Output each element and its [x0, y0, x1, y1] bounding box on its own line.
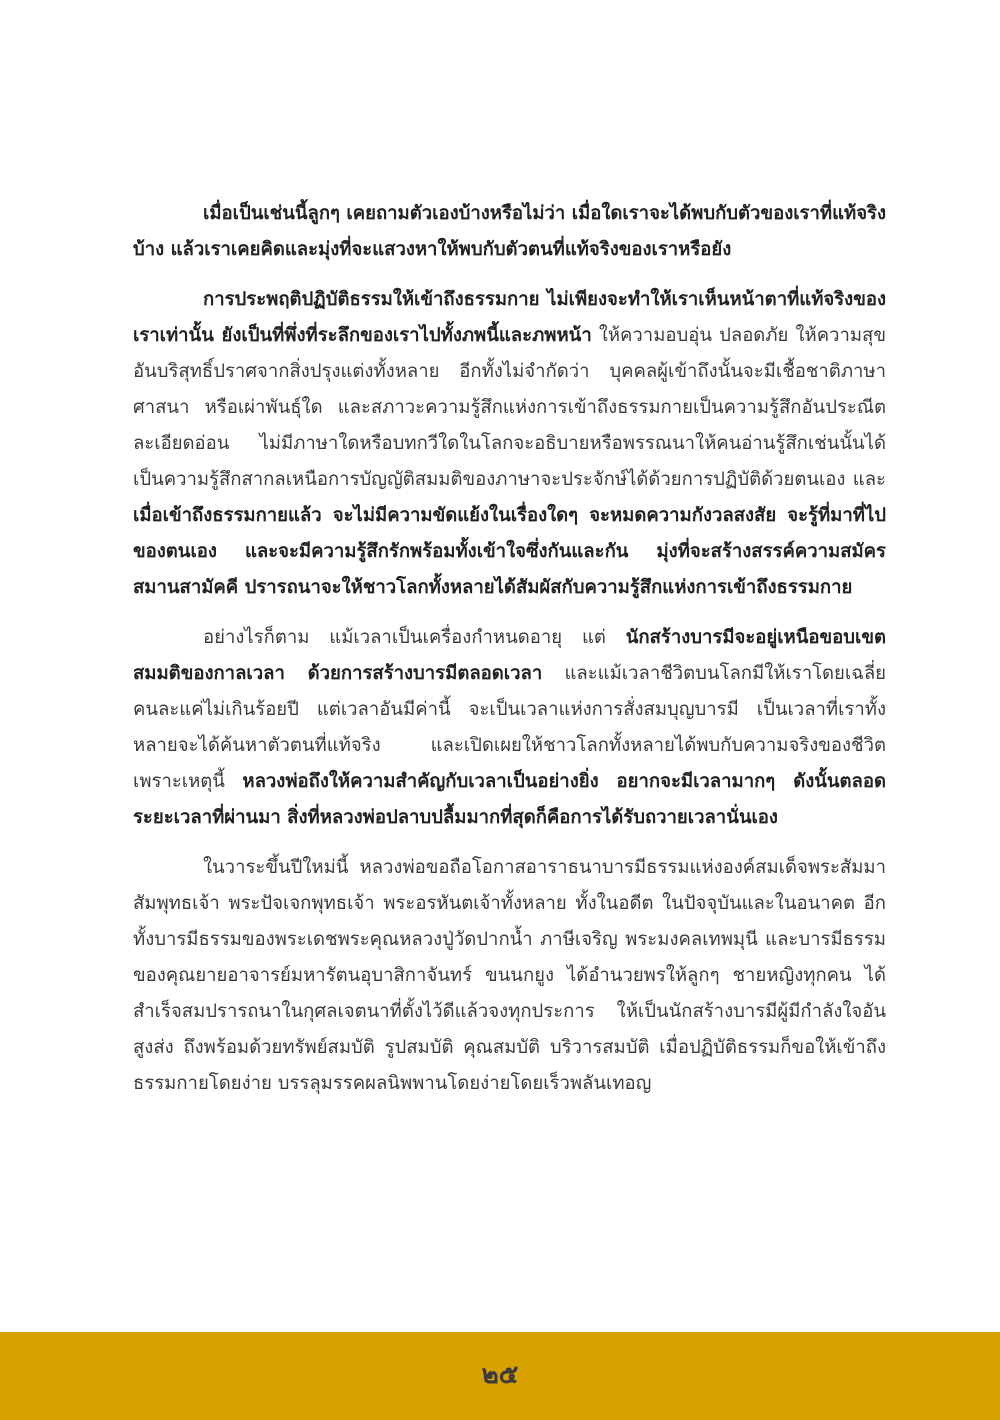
footer-band — [0, 1332, 1000, 1420]
paragraph-2-segment-3: เมื่อเข้าถึงธรรมกายแล้ว จะไม่มีความขัดแย้งในเรื่องใดๆ จะหมดความกังวลสงสัย จะรู้ที่มาที่ไปของตนเอง และจะมีความรู้สึกรักพร้อมทั้งเข้าใจซึ่งกันและกัน มุ่งที่จะสร้างสรรค์ความสมัครสมานสามัคคี ปรารถนาจะให้ชาวโลกทั้งหลายได้สัมผัสกับความรู้สึกแห่งการเข้าถึงธรรมกาย — [133, 505, 886, 598]
paragraph-3-segment-3: และแม้เวลาชีวิตบนโลกมีให้เราโดยเฉลี่ยคนละแค่ไม่เกินร้อยปี แต่เวลาอันมีค่านี้ จะเป็นเวลาแห่งการสั่งสมบุญบารมี เป็นเวลาที่เราทั้งหลายจะได้ค้นหาตัวตนที่แท้จริง และเปิดเผยให้ชาวโลกทั้งหลายได้พบกับความจริงของชีวิต เพราะเหตุนี้ — [133, 663, 886, 792]
paragraph-1-segment-1: เมื่อเป็นเช่นนี้ลูกๆ เคยถามตัวเองบ้างหรือไม่ว่า เมื่อใดเราจะได้พบกับตัวของเราที่แท้จริงบ้าง แล้วเราเคยคิดและมุ่งที่จะแสวงหาให้พบกับตัวตนที่แท้จริงของเราหรือยัง — [133, 203, 887, 260]
paragraph-2 — [133, 282, 886, 606]
paragraph-2-segment-2: ให้ความอบอุ่น ปลอดภัย ให้ความสุขอันบริสุทธิ์ปราศจากสิ่งปรุงแต่งทั้งหลาย อีกทั้งไม่จำกัดว่า บุคคลผู้เข้าถึงนั้นจะมีเชื้อชาติภาษา ศาสนา หรือเผ่าพันธุ์ใด และสภาวะความรู้สึกแห่งการเข้าถึงธรรมกายเป็นความรู้สึกอันประณีตละเอียดอ่อน ไม่มีภาษาใดหรือบทกวีใดในโลกจะอธิบายหรือพรรณนาให้คนอ่านรู้สึกเช่นนั้นได้ เป็นความรู้สึกสากลเหนือการบัญญัติสมมติของภาษาจะประจักษ์ได้ด้วยการปฏิบัติด้วยตนเอง และ — [133, 325, 886, 490]
paragraph-3-segment-4: หลวงพ่อถึงให้ความสำคัญกับเวลาเป็นอย่างยิ่ง อยากจะมีเวลามากๆ ดังนั้นตลอดระยะเวลาที่ผ่านมา สิ่งที่หลวงพ่อปลาบปลื้มมากที่สุดก็คือการได้รับถวายเวลานั่นเอง — [133, 771, 887, 828]
paragraph-3 — [133, 620, 886, 836]
paragraph-3-segment-1: อย่างไรก็ตาม แม้เวลาเป็นเครื่องกำหนดอายุ แต่ — [203, 627, 626, 648]
document-body — [133, 196, 886, 1116]
paragraph-3-segment-2: นักสร้างบารมีจะอยู่เหนือขอบเขตสมมติของกาลเวลา ด้วยการสร้างบารมีตลอดเวลา — [133, 627, 886, 684]
paragraph-4 — [133, 850, 886, 1102]
paragraph-4-segment-1: ในวาระขึ้นปีใหม่นี้ หลวงพ่อขอถือโอกาสอาราธนาบารมีธรรมแห่งองค์สมเด็จพระสัมมาสัมพุทธเจ้า พระปัจเจกพุทธเจ้า พระอรหันตเจ้าทั้งหลาย ทั้งในอดีต ในปัจจุบันและในอนาคต อีกทั้งบารมีธรรมของพระเดชพระคุณหลวงปู่วัดปากน้ำ ภาษีเจริญ พระมงคลเทพมุนี และบารมีธรรมของคุณยายอาจารย์มหารัตนอุบาสิกาจันทร์ ขนนกยูง ได้อำนวยพรให้ลูกๆ ชายหญิงทุกคน ได้สำเร็จสมปรารถนาในกุศลเจตนาที่ตั้งไว้ดีแล้วจงทุกประการ ให้เป็นนักสร้างบารมีผู้มีกำลังใจอันสูงส่ง ถึงพร้อมด้วยทรัพย์สมบัติ รูปสมบัติ คุณสมบัติ บริวารสมบัติ เมื่อปฏิบัติธรรมก็ขอให้เข้าถึงธรรมกายโดยง่าย บรรลุมรรคผลนิพพานโดยง่ายโดยเร็วพลันเทอญ — [133, 857, 886, 1094]
paragraph-1 — [133, 196, 886, 268]
paragraph-2-segment-1: การประพฤติปฏิบัติธรรมให้เข้าถึงธรรมกาย ไม่เพียงจะทำให้เราเห็นหน้าตาที่แท้จริงของเราเท่านั้น ยังเป็นที่พึ่งที่ระลึกของเราไปทั้งภพนี้และภพหน้า — [133, 289, 886, 346]
page-number: ๒๕ — [481, 1360, 519, 1390]
